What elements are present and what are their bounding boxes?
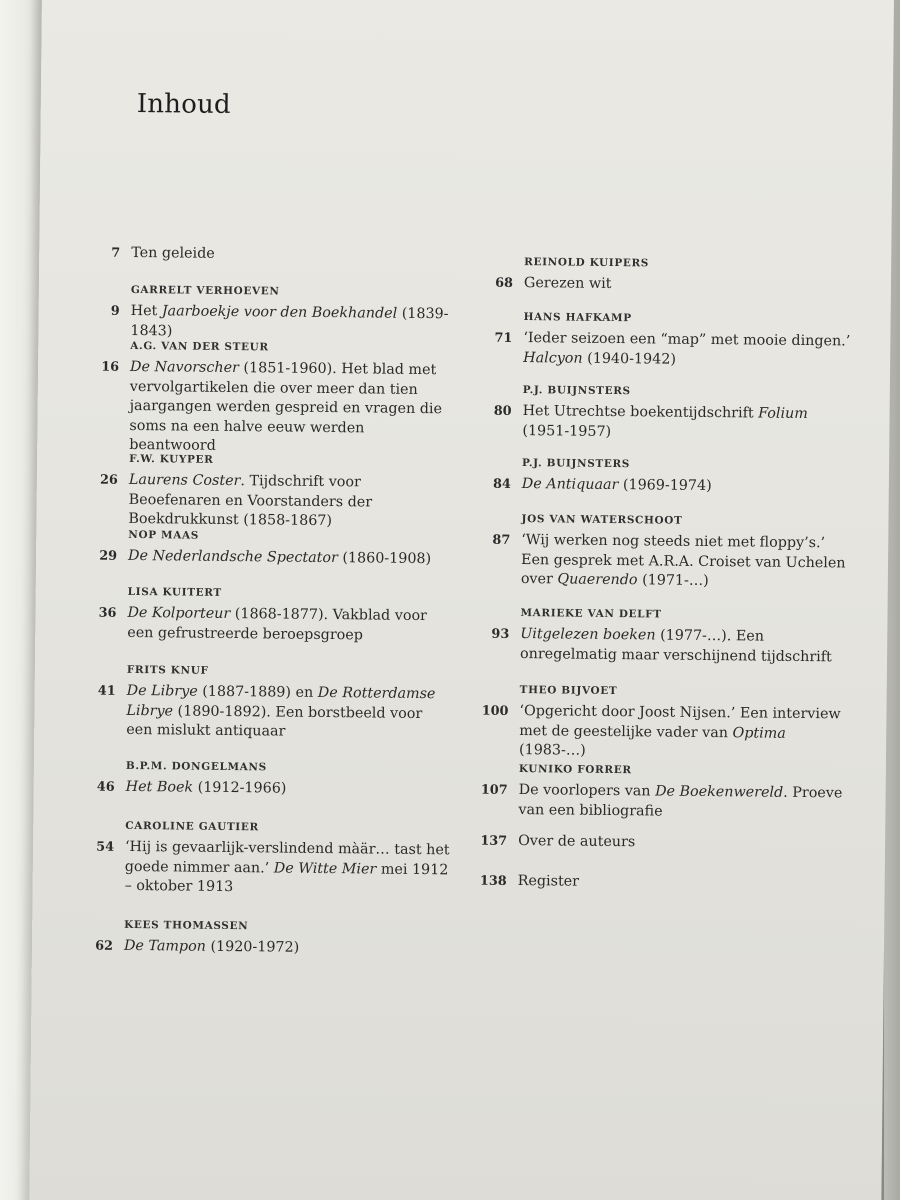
toc-entry-row [492,475,857,498]
toc-page-number: 93 [491,627,510,643]
toc-title-italic-part: De Librye [126,683,198,701]
toc-entry-row [480,832,853,855]
toc-entry-title [125,838,452,900]
toc-title-italic-part: Het Boek [125,779,194,797]
toc-entry-title [518,832,853,855]
toc-page-number: 68 [495,276,514,292]
toc-entry-author: P.J. BUIJNSTERS [522,457,631,471]
toc-title-part: (1977-…). Een onregelmatig maar verschijnend tijdschrift [519,627,832,666]
toc-entry-title [126,778,452,801]
toc-entry-title [131,244,457,267]
toc-entry-author: A.G. VAN DER STEUR [130,339,269,354]
book-page [29,0,894,1200]
toc-entry-author: THEO BIJVOET [519,684,618,698]
toc-entry [101,337,456,459]
toc-title-part: Het [130,303,162,320]
toc-entry-author: LISA KUITERT [127,585,222,599]
toc-title-part: (1940-1942) [582,350,677,368]
toc-entry-title [522,402,857,444]
toc-title-part: Gerezen wit [523,275,612,293]
toc-title-italic-part: De Nederlandsche Spectator [127,548,338,567]
toc-entry-row [495,274,859,297]
toc-entry-row [494,329,858,371]
toc-title-italic-part: De Boekenwereld [655,783,784,802]
toc-title-italic-part: De Tampon [123,938,207,956]
toc-entry [491,604,856,668]
toc-entry-row [97,682,453,744]
toc-entry-row [95,937,450,960]
toc-entry [492,510,857,593]
toc-page-number: 137 [480,833,508,849]
toc-entry [494,308,859,372]
toc-entry-row [96,838,452,900]
toc-entry-row [479,872,853,895]
toc-entry [493,381,858,445]
toc-entry [96,817,452,900]
toc-page-number: 80 [493,404,512,420]
toc-entry-row [480,781,853,823]
toc-title-part: (1971-…) [637,572,709,590]
toc-entry-author: MARIEKE VAN DELFT [520,607,662,621]
toc-title-part: (1868-1877). Vakblad voor een gefrustreerde beroepsgroep [127,606,428,644]
toc-entry-row [491,625,855,667]
toc-title-italic-part: De Antiquaar [521,476,619,494]
toc-title-part: (1912-1966) [193,780,287,798]
toc-title-part: (1920-1972) [205,939,300,957]
toc-entry-row [493,402,857,444]
toc-entry-author: KUNIKO FORRER [518,763,632,777]
toc-entry-row [101,358,456,458]
toc-entry [481,681,855,764]
toc-entry [96,757,452,801]
toc-entry-row [111,244,457,267]
toc-entry [480,760,854,824]
toc-entry-author: CAROLINE GAUTIER [125,819,259,834]
toc-entry-row [98,604,453,646]
toc-entry-row [492,531,857,593]
toc-entry [480,832,853,855]
toc-title-part: (1851-1960). Het blad met vervolgartikelen die over meer dan tien jaargangen werden gespreid en vragen die soms na een halve eeuw werden beantwoord [129,360,443,454]
toc-page-number: 16 [101,360,120,376]
toc-entry-title [521,531,857,593]
toc-entry [95,916,450,960]
page-title: Inhoud [136,88,231,120]
toc-page-number: 46 [96,780,115,796]
toc-title-italic-part: Laurens Coster [128,472,241,490]
toc-entry [492,454,857,498]
toc-page-number: 41 [97,684,116,700]
toc-entry [99,526,454,570]
toc-title-italic-part: Halcyon [523,349,583,367]
toc-entry [110,281,457,345]
toc-entry-title [128,471,455,533]
toc-title-part: De voorlopers van [518,782,656,800]
toc-title-part: (1887-1889) en [197,684,318,702]
toc-entry [495,253,859,297]
toc-title-part: (1839-1843) [130,306,449,340]
toc-page-number: 107 [480,783,508,799]
toc-entry-title [129,358,456,458]
toc-entry-author: FRITS KNUF [126,663,209,677]
toc-title-part: ‘Hij is gevaarlijk-verslindend màär… tast het goede nimmer aan.’ [124,839,450,877]
toc-title-part: ‘Opgericht door Joost Nijsen.’ Een interview met de geestelijke vader van [519,703,841,742]
toc-entry-author: JOS VAN WATERSCHOOT [521,513,683,527]
toc-title-italic-part: De Navorscher [129,359,240,377]
toc-entry-author: P.J. BUIJNSTERS [522,384,631,398]
toc-page-number: 71 [494,331,513,347]
toc-title-part: (1969-1974) [618,477,712,495]
toc-entry-title [128,547,454,570]
toc-page-number: 26 [99,473,118,489]
toc-title-part: (1951-1957) [522,422,612,440]
toc-page-number: 87 [492,533,511,549]
toc-title-part: ‘Wij werken nog steeds niet met floppy’s.’ Een gesprek met A.R.A. Croiset van Uchelen over [520,532,846,588]
toc-page-number: 54 [96,840,115,856]
toc-entry-title [124,937,450,960]
toc-entry-author: F.W. KUYPER [129,452,214,466]
toc-title-part: (1890-1892). Een borstbeeld voor een mislukt antiquaar [126,703,423,740]
toc-entry [97,661,453,744]
toc-entry-row [99,547,454,570]
toc-entry-title [519,702,855,764]
toc-entry-author: REINOLD KUIPERS [524,256,650,270]
toc-entry-title [523,329,858,371]
toc-title-italic-part: Optima [732,725,786,742]
toc-title-part: . Tijdschrift voor Beoefenaren en Voorstanders der Boekdrukkunst (1858-1867) [128,473,373,530]
toc-entry-author: GARRELT VERHOEVEN [130,283,280,298]
toc-page-number: 29 [99,549,118,565]
toc-title-italic-part: Uitgelezen boeken [520,626,656,644]
toc-entry-title [126,682,453,744]
toc-title-italic-part: De Rotterdamse Librye [126,685,436,720]
toc-entry [479,872,853,895]
toc-title-part: Ten geleide [131,244,215,262]
toc-title-part: Over de auteurs [518,833,636,851]
toc-title-italic-part: Quaerendo [557,571,638,589]
toc-page-number: 36 [98,606,117,622]
toc-page-number: 9 [110,304,120,320]
toc-entry-author: HANS HAFKAMP [523,311,632,325]
toc-page-number: 62 [95,939,114,955]
toc-entry-author: KEES THOMASSEN [124,918,249,933]
toc-entry-title [524,274,859,297]
toc-entry [99,450,455,533]
toc-title-part: (1983-…) [518,742,586,759]
toc-entry-title [520,625,855,667]
toc-title-italic-part: De Witte Mier [273,860,377,878]
toc-title-part: Register [517,873,580,890]
toc-page-number: 100 [481,704,509,720]
toc-title-part: mei 1912 – oktober 1913 [124,861,449,896]
toc-entry-author: B.P.M. DONGELMANS [125,759,267,774]
toc-entry [111,244,457,267]
toc-page-number: 138 [479,873,507,889]
toc-title-part: ‘Ieder seizoen een “map” met mooie dingen.’ [523,330,851,350]
toc-entry-title [127,604,453,646]
toc-title-italic-part: Folium [758,405,808,423]
toc-title-part: Het Utrechtse boekentijdschrift [522,403,759,422]
toc-entry [98,583,454,647]
toc-entry-row [99,471,455,533]
toc-entry-title [518,781,853,823]
toc-entry-title [518,872,853,895]
toc-title-part: (1860-1908) [337,550,432,568]
toc-entry-author: NOP MAAS [128,528,200,542]
toc-page-number: 84 [492,477,511,493]
toc-page-number: 7 [111,245,121,261]
toc-title-part: . Proeve van een bibliografie [518,785,843,820]
toc-title-italic-part: De Kolporteur [127,605,231,623]
toc-entry-row [481,702,855,764]
toc-entry-row [96,778,452,801]
toc-title-italic-part: Jaarboekje voor den Boekhandel [161,303,398,323]
toc-entry-title [522,475,857,498]
